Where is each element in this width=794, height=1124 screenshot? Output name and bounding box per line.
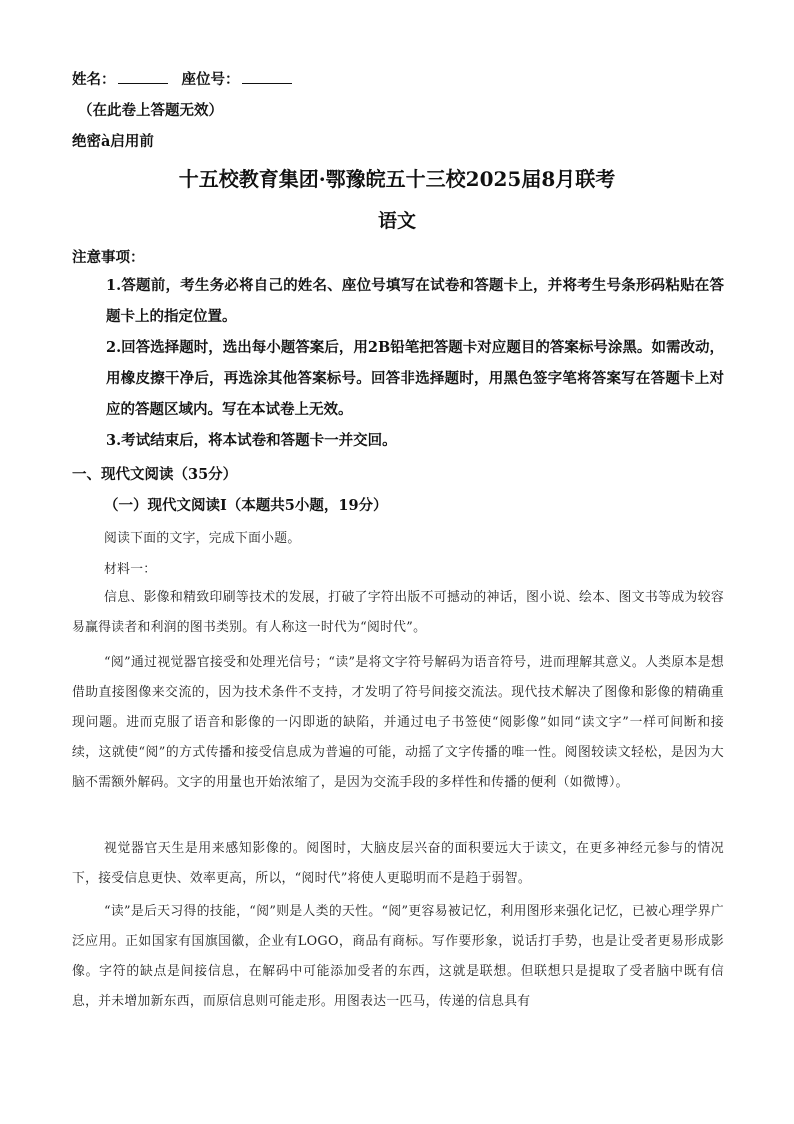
notice-heading: 注意事项： [72, 249, 145, 266]
paragraph-text: “读”是后天习得的技能，“阅”则是人类的天性。“阅”更容易被记忆，利用图形来强化记忆，已被心理学界广泛应用。正如国家有国旗国徽，企业有LOGO，商品有商标。写作要形象，说话打手势，也是让受者更易形成影像。字符的缺点是间接信息，在解码中可能添加受者的东西，这就是联想。但联想只是提取了受者脑中既有信息，并未增加新东西，而原信息则可能走形。用图表达一匹马，传递的信息具有 [72, 904, 724, 1009]
reading-paragraph-2 [72, 648, 724, 798]
paragraph-text: 信息、影像和精致印刷等技术的发展，打破了字符出版不可撼动的神话，图小说、绘本、图文书等成为较容易赢得读者和利润的图书类别。有人称这一时代为“阅时代”。 [72, 590, 724, 635]
invalid-note: （在此卷上答题无效） [78, 102, 223, 119]
section-heading: 一、现代文阅读（35分） [72, 466, 238, 483]
notice-item [72, 270, 724, 332]
reading-instruction: 阅读下面的文字，完成下面小题。 [104, 531, 301, 546]
notice-item [72, 425, 724, 456]
name-label: 姓名： [72, 71, 116, 88]
name-blank [118, 69, 168, 84]
name-seat-line [72, 68, 306, 89]
paragraph-text: “阅”通过视觉器官接受和处理光信号；“读”是将文字符号解码为语音符号，进而理解其意义。人类原本是想借助直接图像来交流的，因为技术条件不支持，才发明了符号间接交流法。现代技术解决了图像和影像的精确重现问题。进而克服了语音和影像的一闪即逝的缺陷，并通过电子书签使“阅影像”如同“读文字”一样可间断和接续，这就使“阅”的方式传播和接受信息成为普遍的可能，动摇了文字传播的唯一性。阅图较读文轻松，是因为大脑不需额外解码。文字的用量也开始浓缩了，是因为交流手段的多样性和传播的便利（如微博）。 [72, 655, 724, 790]
confidential-mark: 绝密à启用前 [72, 133, 154, 150]
exam-subject: 语文 [377, 210, 416, 232]
reading-paragraph-3 [72, 834, 724, 894]
paragraph-text: 视觉器官天生是用来感知影像的。阅图时，大脑皮层兴奋的面积要远大于读文，在更多神经元参与的情况下，接受信息更快、效率更高，所以，“阅时代”将使人更聪明而不是趋于弱智。 [72, 841, 724, 886]
notice-item-3: 3.考试结束后，将本试卷和答题卡一并交回。 [106, 432, 397, 449]
subsection-heading: （一）现代文阅读Ⅰ（本题共5小题，19分） [104, 497, 388, 514]
reading-paragraph-1 [72, 583, 724, 643]
notice-item-1: 1.答题前，考生务必将自己的姓名、座位号填写在试卷和答题卡上，并将考生号条形码粘贴在答题卡上的指定位置。 [106, 277, 724, 325]
notice-item-2: 2.回答选择题时，选出每小题答案后，用2B铅笔把答题卡对应题目的答案标号涂黑。如需改动，用橡皮擦干净后，再选涂其他答案标号。回答非选择题时，用黑色签字笔将答案写在答题卡上对应的答题区域内。写在本试卷上无效。 [106, 339, 724, 418]
seat-label: 座位号： [181, 71, 240, 88]
notice-item [72, 332, 724, 425]
exam-title: 十五校教育集团·鄂豫皖五十三校2025届8月联考 [178, 167, 616, 191]
reading-paragraph-4 [72, 897, 724, 1017]
material-label: 材料一： [104, 562, 157, 577]
seat-blank [242, 69, 292, 84]
